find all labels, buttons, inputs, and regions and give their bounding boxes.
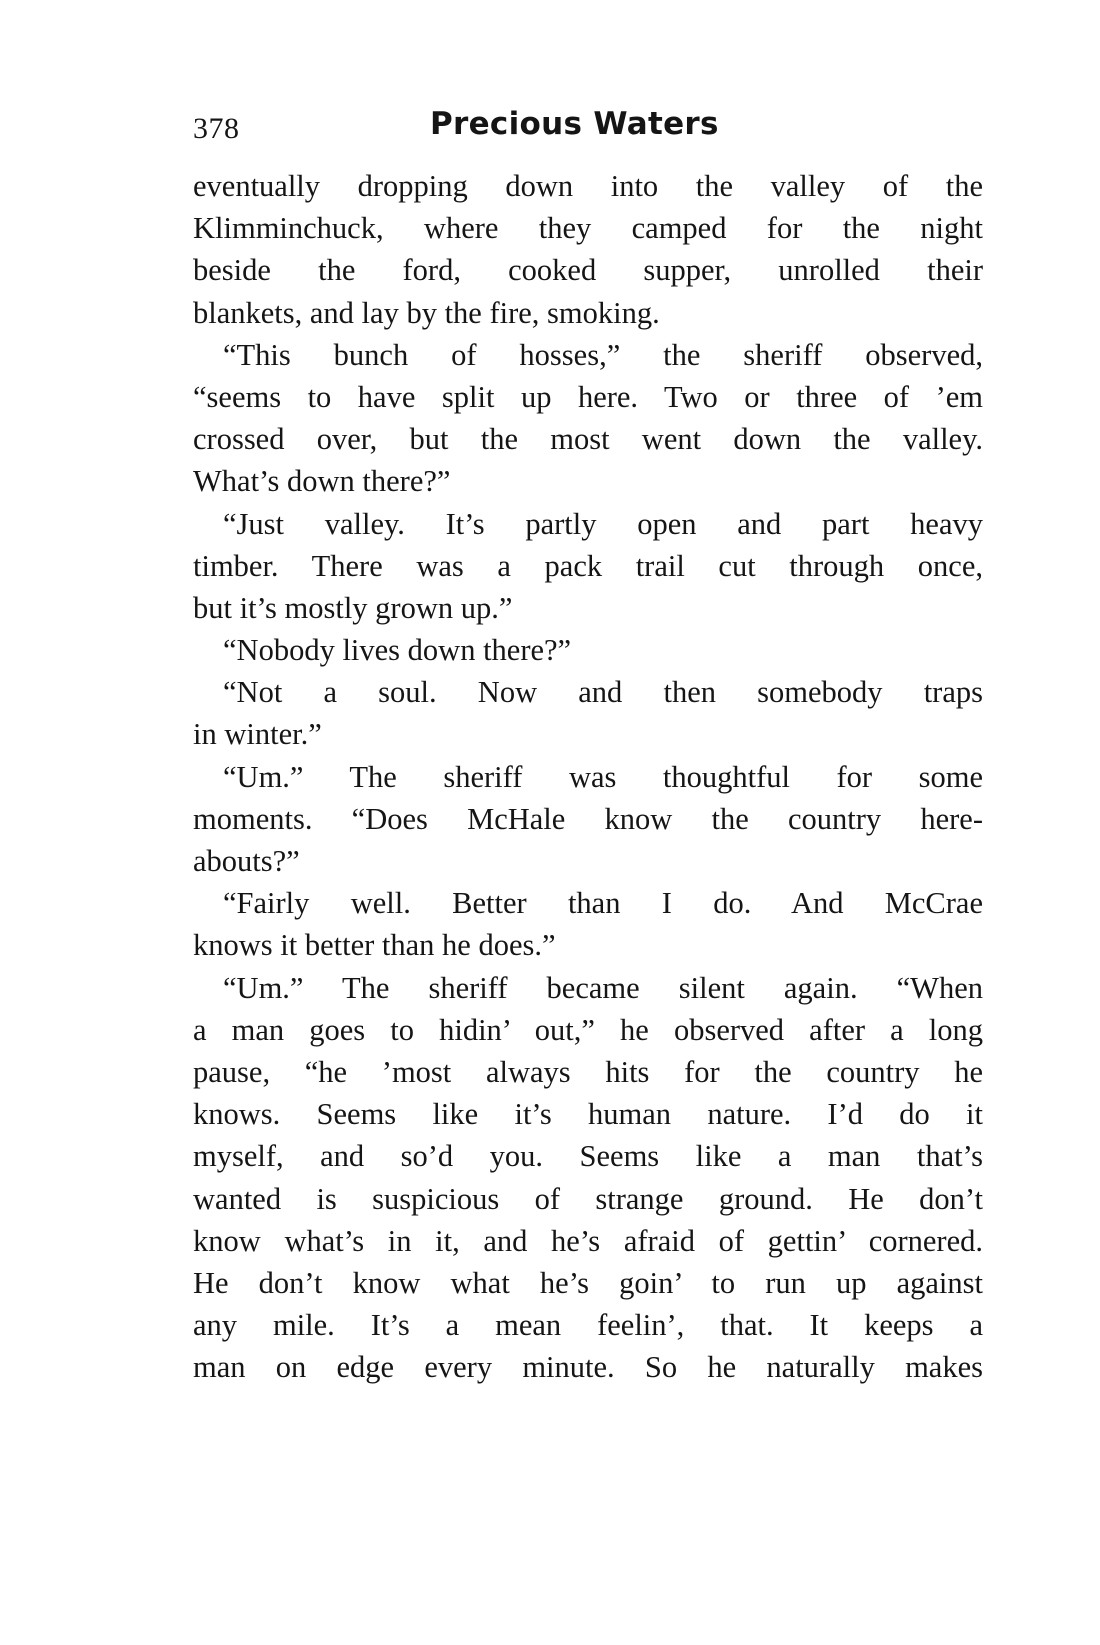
text-line: “Fairly well. Better than I do. And McCrae (223, 886, 983, 921)
text-line: a man goes to hidin’ out,” he observed after a long (193, 1012, 983, 1047)
text-line: “Nobody lives down there?” (223, 633, 572, 668)
text-line: myself, and so’d you. Seems like a man that’s (193, 1139, 983, 1174)
text-line: man on edge every minute. So he naturally makes (193, 1350, 983, 1385)
text-line: pause, “he ’most always hits for the country he (193, 1054, 983, 1089)
text-line: “Um.” The sheriff was thoughtful for some (223, 759, 983, 794)
text-line: any mile. It’s a mean feelin’, that. It keeps a (193, 1308, 983, 1343)
text-line: in winter.” (193, 717, 322, 752)
body-text (193, 165, 983, 1388)
text-line: What’s down there?” (193, 464, 451, 499)
page-number: 378 (193, 112, 240, 145)
text-line: moments. “Does McHale know the country here- (193, 801, 983, 836)
text-line: He don’t know what he’s goin’ to run up against (193, 1265, 983, 1300)
text-line: “seems to have split up here. Two or three of ’em (193, 379, 983, 414)
text-line: “Um.” The sheriff became silent again. “When (223, 970, 983, 1005)
text-line: timber. There was a pack trail cut through once, (193, 548, 983, 583)
text-line: knows it better than he does.” (193, 928, 556, 963)
page-header (193, 106, 983, 152)
running-title: Precious Waters (430, 106, 719, 142)
text-line: knows. Seems like it’s human nature. I’d do it (193, 1097, 983, 1132)
text-line: crossed over, but the most went down the valley. (193, 422, 983, 457)
text-line: know what’s in it, and he’s afraid of gettin’ cornered. (193, 1223, 983, 1258)
text-line: “Not a soul. Now and then somebody traps (223, 675, 983, 710)
text-line: Klimminchuck, where they camped for the night (193, 211, 983, 246)
text-line: blankets, and lay by the fire, smoking. (193, 295, 660, 330)
text-line: but it’s mostly grown up.” (193, 590, 513, 625)
text-line: abouts?” (193, 844, 300, 878)
text-line: beside the ford, cooked supper, unrolled their (193, 253, 983, 288)
text-line: “This bunch of hosses,” the sheriff observed, (223, 337, 983, 372)
text-line: eventually dropping down into the valley of the (193, 169, 983, 203)
text-line: wanted is suspicious of strange ground. He don’t (193, 1181, 983, 1216)
text-line: “Just valley. It’s partly open and part heavy (223, 506, 983, 541)
